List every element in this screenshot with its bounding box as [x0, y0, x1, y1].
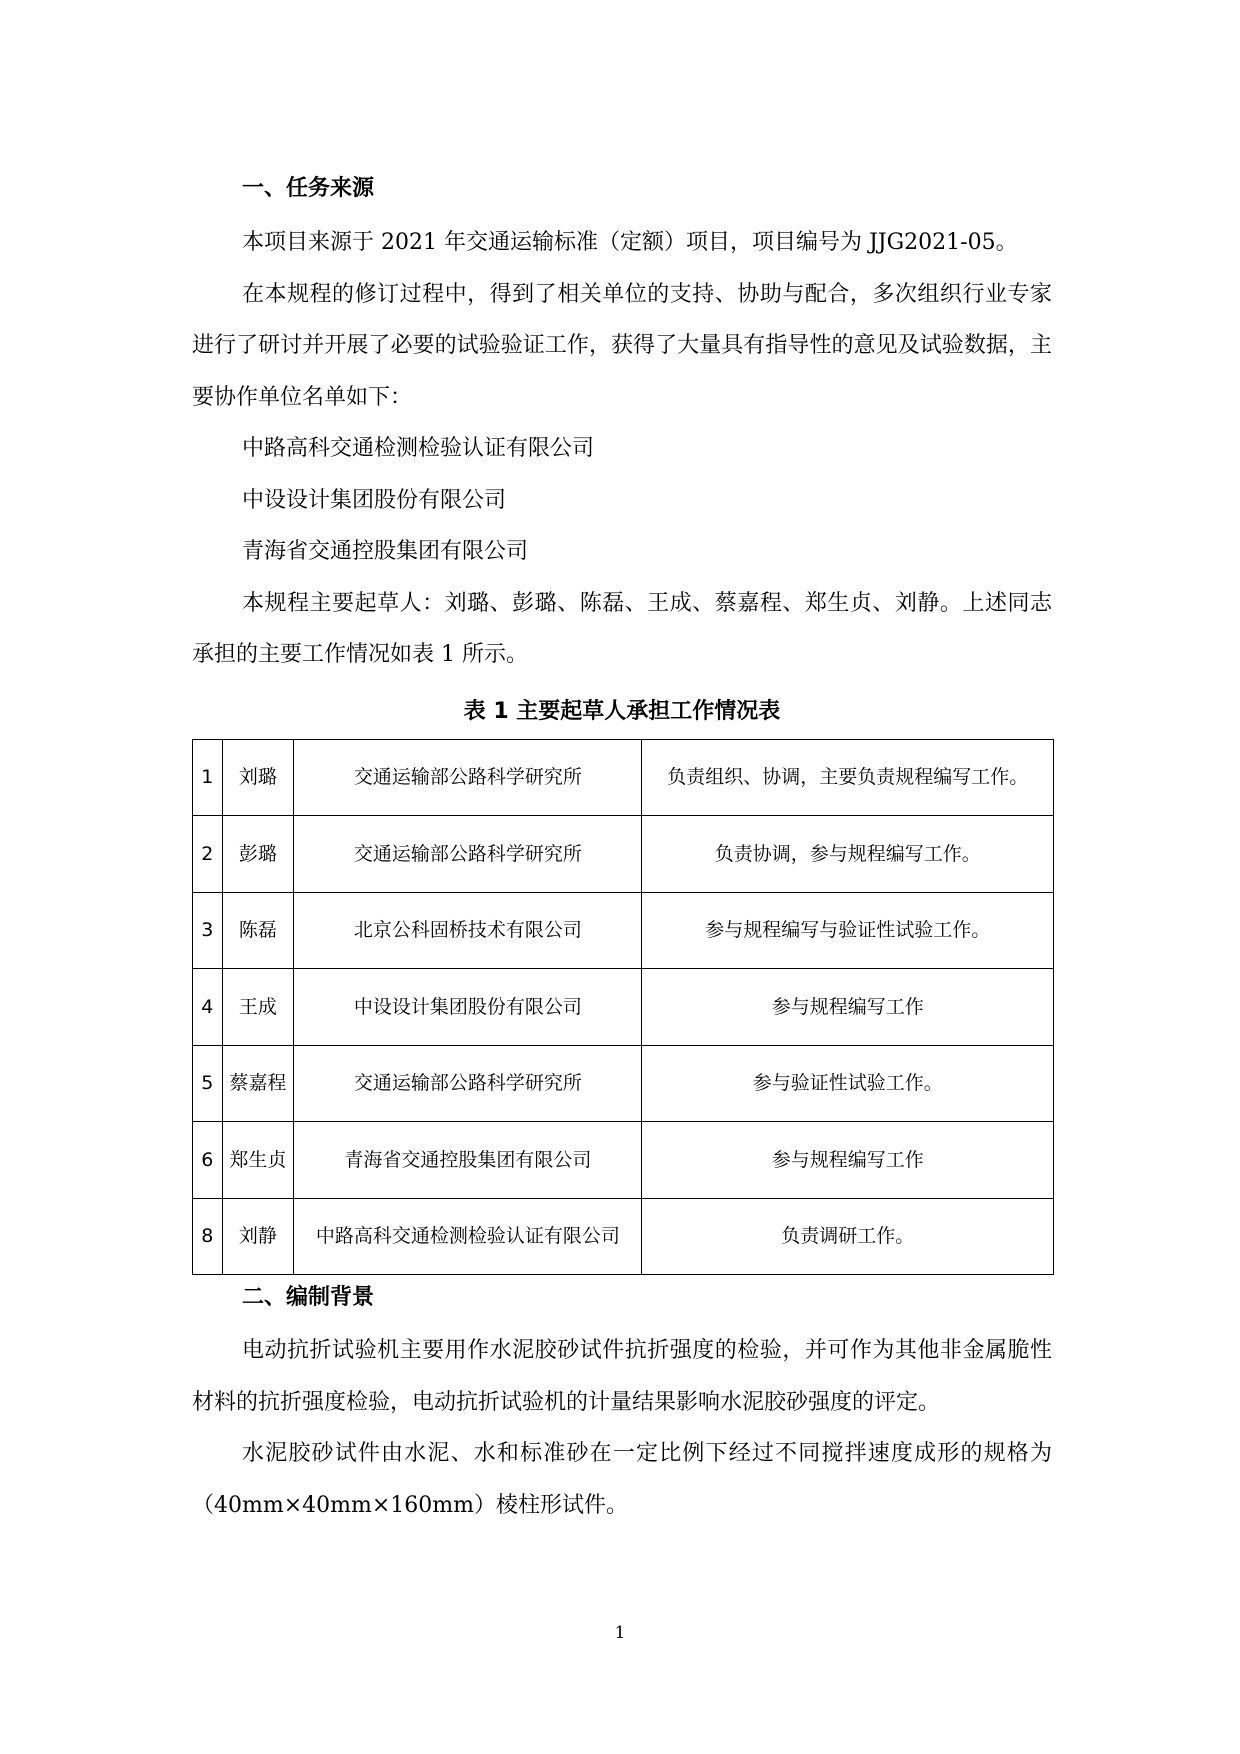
table-row	[193, 1122, 1054, 1199]
table-row	[193, 969, 1054, 1046]
drafter-work: 负责组织、协调，主要负责规程编写工作。	[642, 739, 1054, 816]
drafter-unit: 青海省交通控股集团有限公司	[294, 1122, 642, 1199]
project-source-paragraph: 本项目来源于 2021 年交通运输标准（定额）项目，项目编号为 JJG2021-05。	[242, 230, 1018, 255]
drafter-unit: 中设设计集团股份有限公司	[294, 969, 642, 1046]
drafter-name: 郑生贞	[222, 1122, 294, 1199]
row-number: 5	[193, 1045, 223, 1122]
cooperation-paragraph: 在本规程的修订过程中，得到了相关单位的支持、协助与配合，多次组织行业专家进行了研讨并开展了必要的试验验证工作，获得了大量具有指导性的意见及试验数据，主要协作单位名单如下：	[192, 281, 1052, 410]
table-row	[193, 892, 1054, 969]
table-row	[193, 816, 1054, 893]
table-title: 表 1 主要起草人承担工作情况表	[463, 698, 781, 724]
drafter-name: 刘璐	[222, 739, 294, 816]
cooperating-unit: 青海省交通控股集团有限公司	[242, 539, 529, 564]
row-number: 6	[193, 1122, 223, 1199]
table-row	[193, 1045, 1054, 1122]
table-row	[193, 739, 1054, 816]
drafter-unit: 交通运输部公路科学研究所	[294, 1045, 642, 1122]
drafters-paragraph: 本规程主要起草人：刘璐、彭璐、陈磊、王成、蔡嘉程、郑生贞、刘静。上述同志承担的主要工作情况如表 1 所示。	[192, 590, 1052, 667]
drafter-unit: 交通运输部公路科学研究所	[294, 816, 642, 893]
drafters-table	[192, 739, 1054, 1276]
row-number: 3	[193, 892, 223, 969]
cooperating-unit: 中设设计集团股份有限公司	[242, 487, 507, 513]
background-paragraph: 电动抗折试验机主要用作水泥胶砂试件抗折强度的检验，并可作为其他非金属脆性材料的抗折强度检验，电动抗折试验机的计量结果影响水泥胶砂强度的评定。	[192, 1338, 1052, 1415]
drafter-work: 负责调研工作。	[642, 1198, 1054, 1275]
row-number: 8	[193, 1198, 223, 1275]
section-2-heading: 二、编制背景	[242, 1285, 375, 1310]
drafter-work: 参与验证性试验工作。	[642, 1045, 1054, 1122]
row-number: 2	[193, 816, 223, 893]
table-row	[193, 1198, 1054, 1275]
row-number: 4	[193, 969, 223, 1046]
drafter-name: 刘静	[222, 1198, 294, 1275]
drafter-work: 参与规程编写工作	[642, 969, 1054, 1046]
cooperating-unit: 中路高科交通检测检验认证有限公司	[242, 436, 595, 461]
drafter-unit: 交通运输部公路科学研究所	[294, 739, 642, 816]
drafter-name: 王成	[222, 969, 294, 1046]
drafter-unit: 中路高科交通检测检验认证有限公司	[294, 1198, 642, 1275]
section-1-heading: 一、任务来源	[242, 176, 375, 201]
drafter-work: 参与规程编写工作	[642, 1122, 1054, 1199]
drafter-unit: 北京公科固桥技术有限公司	[294, 892, 642, 969]
drafter-work: 负责协调，参与规程编写工作。	[642, 816, 1054, 893]
specimen-paragraph: 水泥胶砂试件由水泥、水和标准砂在一定比例下经过不同搅拌速度成形的规格为（40mm×40mm×160mm）棱柱形试件。	[192, 1441, 1052, 1518]
row-number: 1	[193, 739, 223, 816]
drafter-name: 蔡嘉程	[222, 1045, 294, 1122]
page-content	[192, 168, 1052, 1531]
drafter-work: 参与规程编写与验证性试验工作。	[642, 892, 1054, 969]
drafter-name: 陈磊	[222, 892, 294, 969]
drafter-name: 彭璐	[222, 816, 294, 893]
page-number: 1	[614, 1623, 626, 1643]
